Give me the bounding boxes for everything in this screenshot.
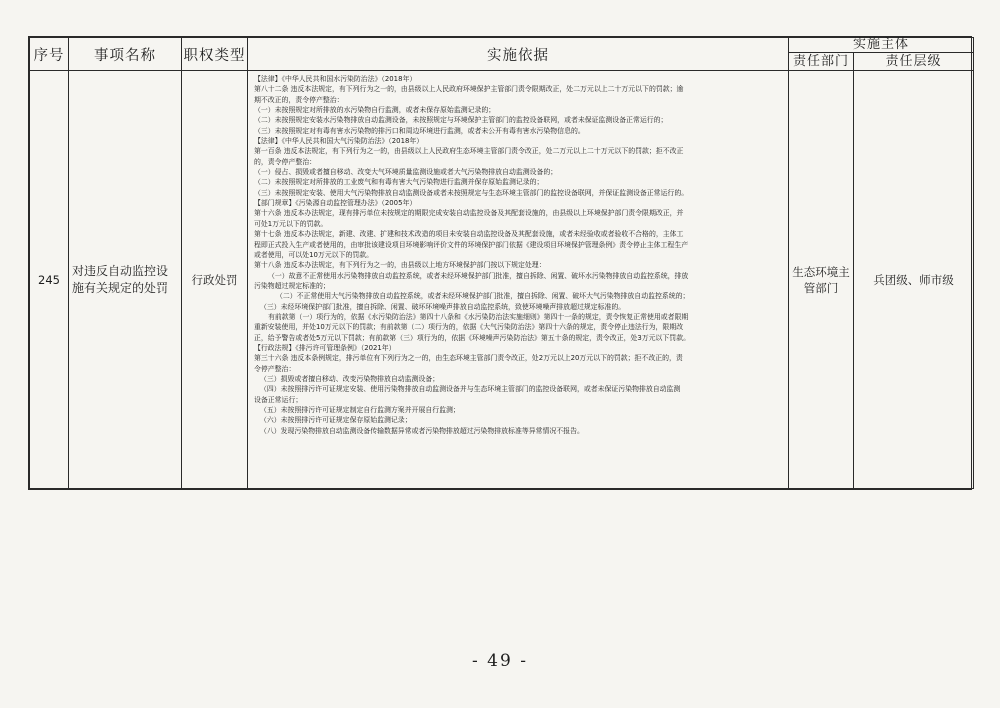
basis-line: （八）发现污染物排放自动监测设备传输数据异常或者污染物排放超过污染物排放标准等异常情况不报告。 [260,426,584,435]
basis-line: 第十七条 违反本办法规定，新建、改建、扩建和技术改造的项目未安装自动监控设备及其配套设施，或者未经验收或者验收不合格的，主体工 [254,230,684,239]
cell-dept: 生态环境主管部门 [789,71,854,489]
basis-line: 有前款第（一）项行为的，依据《水污染防治法》第四十八条和《水污染防治法实施细则》第四十一条的规定，责令恢复正常使用或者限期 [268,312,689,321]
cell-level: 兵团级、师市级 [854,71,974,489]
basis-line: 【行政法规】《排污许可管理条例》（2021年） [254,343,396,352]
header-seq: 序号 [30,38,69,71]
cell-basis [248,71,789,489]
basis-line: 第十六条 违反本办法规定，现有排污单位未按规定的期限完成安装自动监控设备及其配套设施的，由县级以上环境保护部门责令限期改正，并 [254,209,684,218]
cell-item-name: 对违反自动监控设施有关规定的处罚 [69,71,182,489]
basis-line: 可处1万元以下的罚款。 [254,219,328,228]
basis-line: （一）故意不正常使用水污染物排放自动监控系统，或者未经环境保护部门批准，擅自拆除、闲置、破坏水污染物排放自动监控系统，排放 [268,271,689,280]
data-table [29,37,974,489]
basis-line: （三）未按照规定对有毒有害水污染物的排污口和周边环境进行监测，或者未公开有毒有害水污染物信息的。 [254,126,585,135]
basis-line: 【法律】《中华人民共和国大气污染防治法》（2018年） [254,137,424,146]
basis-line: （三）未按照规定安装、使用大气污染物排放自动监测设备或者未按照规定与生态环境主管部门的监控设备联网，并保证监测设备正常运行的。 [254,188,689,197]
header-basis: 实施依据 [248,38,789,71]
basis-line: 第一百条 违反本法规定，有下列行为之一的，由县级以上人民政府生态环境主管部门责令改正，处二万元以上二十万元以下的罚款；拒不改正 [254,147,684,156]
basis-line: （三）损毁或者擅自移动、改变污染物排放自动监测设备； [260,374,440,383]
basis-line: 【法律】《中华人民共和国水污染防治法》（2018年） [254,75,417,83]
data-table-frame [28,36,972,490]
basis-text-block [254,74,782,436]
basis-line: （一）侵占、损毁或者擅自移动、改变大气环境质量监测设施或者大气污染物排放自动监测设备的； [254,168,558,177]
basis-line: （二）未按照规定安装水污染物排放自动监测设备，未按照规定与环境保护主管部门的监控设备联网，或者未保证监测设备正常运行的； [254,116,668,125]
basis-line: 重新安装使用，并处10万元以下的罚款；有前款第（二）项行为的，依据《大气污染防治法》第四十六条的规定，责令停止违法行为，限期改 [254,323,684,332]
cell-seq: 245 [30,71,69,489]
basis-line: 第三十六条 违反本条例规定，排污单位有下列行为之一的，由生态环境主管部门责令改正，处2万元以上20万元以下的罚款；拒不改正的，责 [254,354,683,363]
basis-line: 的，责令停产整治： [254,157,317,166]
header-dept: 责任部门 [789,53,854,71]
header-level: 责任层级 [854,53,974,71]
basis-line: 正，给予警告或者处5万元以下罚款；有前款第（三）项行为的，依据《环境噪声污染防治法》第五十条的规定，责令改正，处3万元以下罚款。 [254,333,690,342]
basis-line: 设备正常运行； [254,395,303,404]
basis-line: 第八十二条 违反本法规定，有下列行为之一的，由县级以上人民政府环境保护主管部门责令限期改正，处二万元以上二十万元以下的罚款；逾 [254,85,684,94]
basis-line: 【部门规章】《污染源自动监控管理办法》（2005年） [254,199,417,208]
basis-line: 污染物超过规定标准的； [254,281,330,290]
basis-line: （四）未按照排污许可证规定安装、使用污染物排放自动监测设备并与生态环境主管部门的监控设备联网，或者未保证污染物排放自动监测 [260,385,681,394]
page-number: - 49 - [472,651,528,671]
cell-power-type: 行政处罚 [182,71,248,489]
header-entity: 实施主体 [789,38,974,53]
basis-line: （一）未按照规定对所排放的水污染物自行监测，或者未保存原始监测记录的； [254,106,496,115]
basis-line: （六）未按照排污许可证规定保存原始监测记录； [260,416,412,425]
header-power-type: 职权类型 [182,38,248,71]
basis-line: 程即正式投入生产或者使用的，由审批该建设项目环境影响评价文件的环境保护部门依据《建设项目环境保护管理条例》责令停止主体工程生产 [254,240,689,249]
basis-line: 期不改正的，责令停产整治： [254,95,344,104]
basis-line: （三）未经环境保护部门批准，擅自拆除、闲置、破坏环境噪声排放自动监控系统，致使环境噪声排放超过规定标准的。 [260,302,626,311]
basis-line: （二）未按照规定对所排放的工业废气和有毒有害大气污染物进行监测并保存原始监测记录的； [254,178,544,187]
basis-line: （二）不正常使用大气污染物排放自动监控系统，或者未经环境保护部门批准，擅自拆除、闲置、破坏大气污染物排放自动监控系统的； [276,292,690,301]
header-item-name: 事项名称 [69,38,182,71]
basis-line: 或者使用，可以处10万元以下的罚款。 [254,250,374,259]
basis-line: 第十八条 违反本办法规定，有下列行为之一的，由县级以上地方环境保护部门按以下规定处理： [254,261,546,270]
basis-line: 令停产整治： [254,364,296,373]
basis-line: （五）未按照排污许可证规定制定自行监测方案并开展自行监测； [260,406,460,414]
table-row [30,71,974,489]
